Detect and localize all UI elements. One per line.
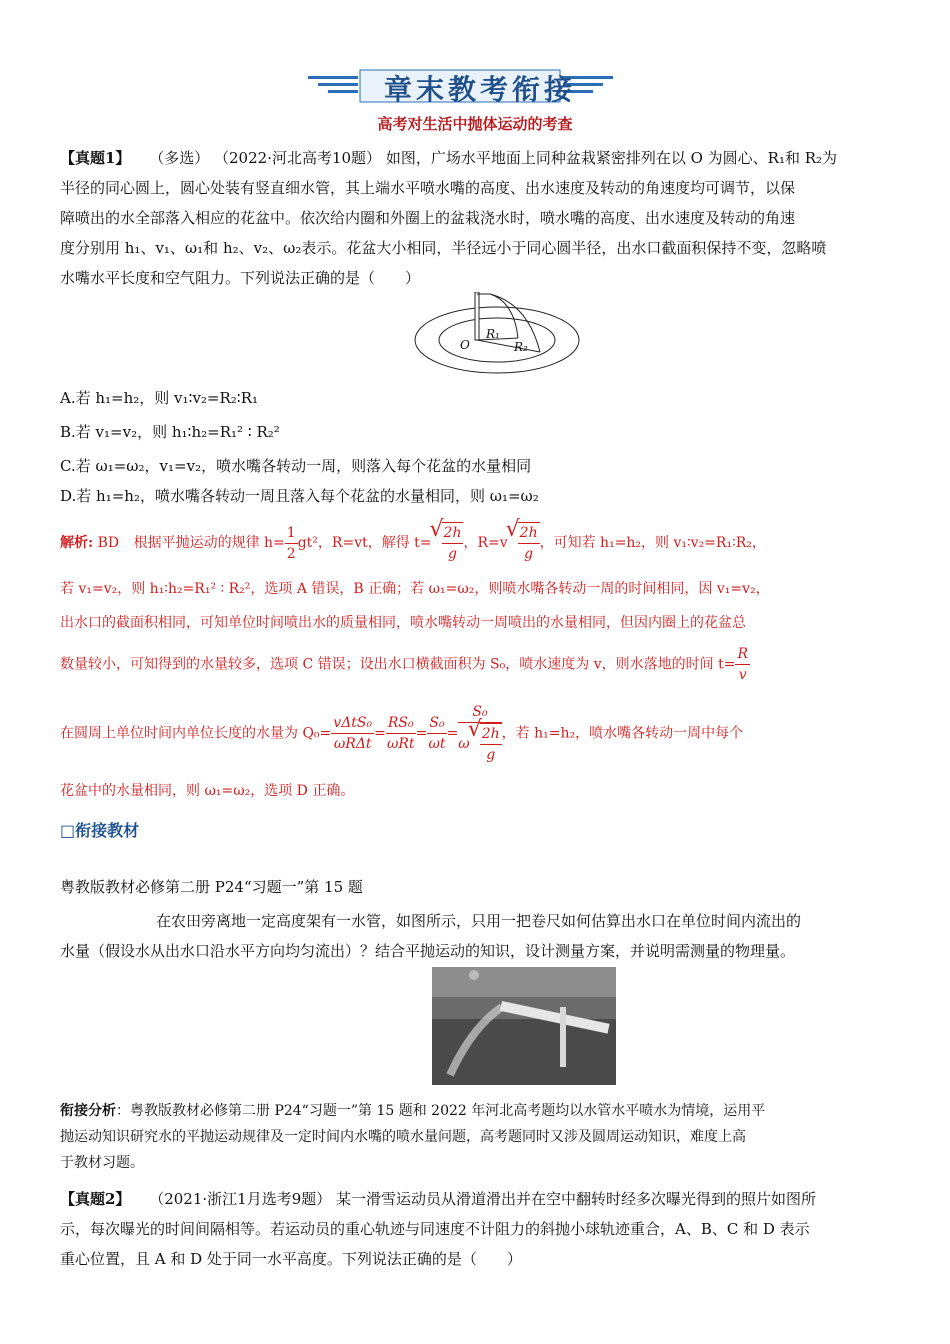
analysis-text-1c: ，R=v bbox=[463, 535, 508, 551]
q1-tag: 【真题1】 bbox=[60, 149, 131, 167]
q1-option-b: B.若 v₁=v₂，则 h₁∶h₂=R₁² ∶ R₂² bbox=[60, 423, 280, 441]
frac-num: √ 2h bbox=[442, 523, 464, 544]
q1-line-5: 水嘴水平长度和空气阻力。下列说法正确的是（ ） bbox=[60, 269, 421, 287]
analysis-text-1b: gt²，R=vt，解得 t= bbox=[297, 535, 432, 551]
sqrt-2h-over-g-2 bbox=[518, 522, 540, 564]
frac-q1 bbox=[331, 713, 374, 754]
link-analysis-line-2: 抛运动知识研究水的平抛运动规律及一定时间内水嘴的喷水量问题，高考题同时又涉及圆周运动知识，难度上高 bbox=[60, 1129, 746, 1145]
frac-den: 2 bbox=[286, 545, 296, 562]
q1-text-1: 如图，广场水平地面上同种盆栽紧密排列在以 O 为圆心、R₁和 R₂为 bbox=[385, 149, 838, 167]
analysis-answer: BD bbox=[97, 535, 120, 551]
textbook-text-1: 在农田旁离地一定高度架有一水管，如图所示，只用一把卷尺如何估算出水口在单位时间内流出的 bbox=[156, 912, 802, 930]
q2-tag: 【真题2】 bbox=[60, 1190, 131, 1208]
q1-line-1 bbox=[60, 143, 892, 173]
q1-source: （2022·河北高考10题） bbox=[214, 149, 382, 167]
sqrt-2h-over-g bbox=[442, 522, 464, 564]
analysis-text-4a: 数量较小，可知得到的水量较多，选项 C 错误；设出水口横截面积为 S₀，喷水速度为 v，则水落地的时间 t= bbox=[60, 656, 736, 673]
frac-r-over-v bbox=[735, 644, 750, 685]
frac-den-omega: ω bbox=[458, 736, 470, 752]
analysis-text-5b: ，若 h₁=h₂，喷水嘴各转动一周中每个 bbox=[501, 725, 744, 742]
q1-line-3: 障喷出的水全部落入相应的花盆中。依次给内圈和外圈上的盆栽浇水时，喷水嘴的高度、出水速度及转动的角速 bbox=[60, 209, 796, 227]
q1-type: （多选） bbox=[149, 149, 210, 167]
frac-num: vΔtS₀ bbox=[331, 713, 374, 734]
textbook-reference: 粤教版教材必修第二册 P24“习题一”第 15 题 bbox=[60, 878, 363, 896]
chapter-title: 章末教考衔接 bbox=[383, 73, 576, 106]
q2-text-1: 某一滑雪运动员从滑道滑出并在空中翻转时经多次曝光得到的照片如图所 bbox=[336, 1190, 817, 1208]
q2-line-3: 重心位置，且 A 和 D 处于同一水平高度。下列说法正确的是（ ） bbox=[60, 1250, 522, 1268]
analysis-text-5a: 在圆周上单位时间内单位长度的水量为 Q₀= bbox=[60, 725, 332, 742]
link-analysis-line-1 bbox=[60, 1098, 765, 1124]
frac-den: g bbox=[448, 546, 457, 562]
frac-den: ωt bbox=[428, 736, 446, 752]
figure-label-r2: R₂ bbox=[514, 340, 528, 354]
link-analysis-text-1: ：粤教版教材必修第二册 P24“习题一”第 15 题和 2022 年河北高考题均以水管水平喷水为情境，运用平 bbox=[116, 1103, 766, 1119]
textbook-heading: □衔接教材 bbox=[60, 821, 140, 840]
analysis-label: 解析: bbox=[60, 535, 94, 551]
figure-label-r1: R₁ bbox=[486, 327, 500, 341]
q2-line-1 bbox=[60, 1184, 816, 1214]
frac-den: ωRt bbox=[386, 736, 415, 752]
sqrt-2h-over-g-3 bbox=[480, 723, 502, 765]
frac-num: √ 2h bbox=[480, 724, 502, 745]
frac-den bbox=[458, 723, 501, 765]
q2-source: （2021·浙江1月选考9题） bbox=[149, 1190, 332, 1208]
q1-option-a: A.若 h₁=h₂，则 v₁∶v₂=R₂∶R₁ bbox=[60, 389, 259, 407]
frac-one-half bbox=[285, 523, 298, 564]
irrigation-photo bbox=[432, 967, 616, 1085]
q1-line-2: 半径的同心圆上，圆心处装有竖直细水管，其上端水平喷水嘴的高度、出水速度及转动的角速度均可调节，以保 bbox=[60, 179, 796, 197]
analysis-line-5: 在圆周上单位时间内单位长度的水量为 Q₀= $\frac{\text{vΔtS₀}}{\text{ωRΔt}}$ = $\frac{\text{RS₀}}{\text{ωRt}}$ = $\frac{\text{S₀}}{\omega t}$ = S₀ ω √ $\frac{2h}{g}$ ，若 h₁=h₂，喷水嘴各转动一周中每个 bbox=[60, 702, 743, 765]
q1-stem bbox=[60, 143, 892, 293]
q2-line-2: 示，每次曝光的时间间隔相等。若运动员的重心轨迹与同速度不计阻力的斜抛小球轨迹重合，A、B、C 和 D 表示 bbox=[60, 1220, 810, 1238]
q1-option-d: D.若 h₁=h₂，喷水嘴各转动一周且落入每个花盆的水量相同，则 ω₁=ω₂ bbox=[60, 487, 539, 505]
analysis-line-6: 花盆中的水量相同，则 ω₁=ω₂，选项 D 正确。 bbox=[60, 783, 355, 799]
section-subtitle: 高考对生活中抛体运动的考查 bbox=[377, 115, 573, 133]
analysis-line-4 bbox=[60, 644, 750, 685]
frac-den: g bbox=[524, 546, 534, 562]
frac-num: 1 bbox=[285, 523, 298, 544]
q1-option-c: C.若 ω₁=ω₂，v₁=v₂，喷水嘴各转动一周，则落入每个花盆的水量相同 bbox=[60, 457, 532, 475]
analysis-text-1a: 根据平抛运动的规律 h= bbox=[133, 535, 285, 551]
frac-q4 bbox=[458, 702, 501, 765]
analysis-line-1 bbox=[60, 522, 900, 564]
analysis-text-1d: ，可知若 h₁=h₂，则 v₁∶v₂=R₁∶R₂， bbox=[539, 535, 766, 551]
link-analysis-label: 衔接分析 bbox=[60, 1103, 116, 1119]
irrigation-photo-drawing bbox=[432, 967, 616, 1085]
frac-num: S₀ bbox=[427, 713, 446, 734]
analysis-line-2: 若 v₁=v₂，则 h₁∶h₂=R₁² ∶ R₂²，选项 A 错误，B 正确；若 ω₁=ω₂，则喷水嘴各转动一周的时间相同，因 v₁=v₂， bbox=[60, 581, 770, 597]
link-analysis-line-3: 于教材习题。 bbox=[60, 1155, 144, 1171]
frac-den: v bbox=[738, 667, 747, 683]
figure-label-o: O bbox=[460, 338, 470, 352]
textbook-text-2: 水量（假设水从出水口沿水平方向均匀流出）？结合平抛运动的知识，设计测量方案，并说明需测量的物理量。 bbox=[60, 942, 796, 960]
frac-num: √ 2h bbox=[518, 523, 540, 544]
q1-line-4: 度分别用 h₁、v₁、ω₁和 h₂、v₂、ω₂表示。花盆大小相同，半径远小于同心圆半径，出水口截面积保持不变，忽略喷 bbox=[60, 239, 827, 257]
frac-num: S₀ bbox=[458, 702, 501, 723]
frac-q2 bbox=[386, 713, 416, 754]
frac-den: g bbox=[486, 747, 496, 763]
frac-num: RS₀ bbox=[386, 713, 416, 734]
frac-num: R bbox=[735, 644, 750, 665]
frac-den: ωRΔt bbox=[333, 736, 372, 752]
frac-q3 bbox=[427, 713, 446, 754]
analysis-line-3: 出水口的截面积相同，可知单位时间喷出水的质量相同，喷水嘴转动一周喷出的水量相同，但因内圈上的花盆总 bbox=[60, 615, 746, 631]
